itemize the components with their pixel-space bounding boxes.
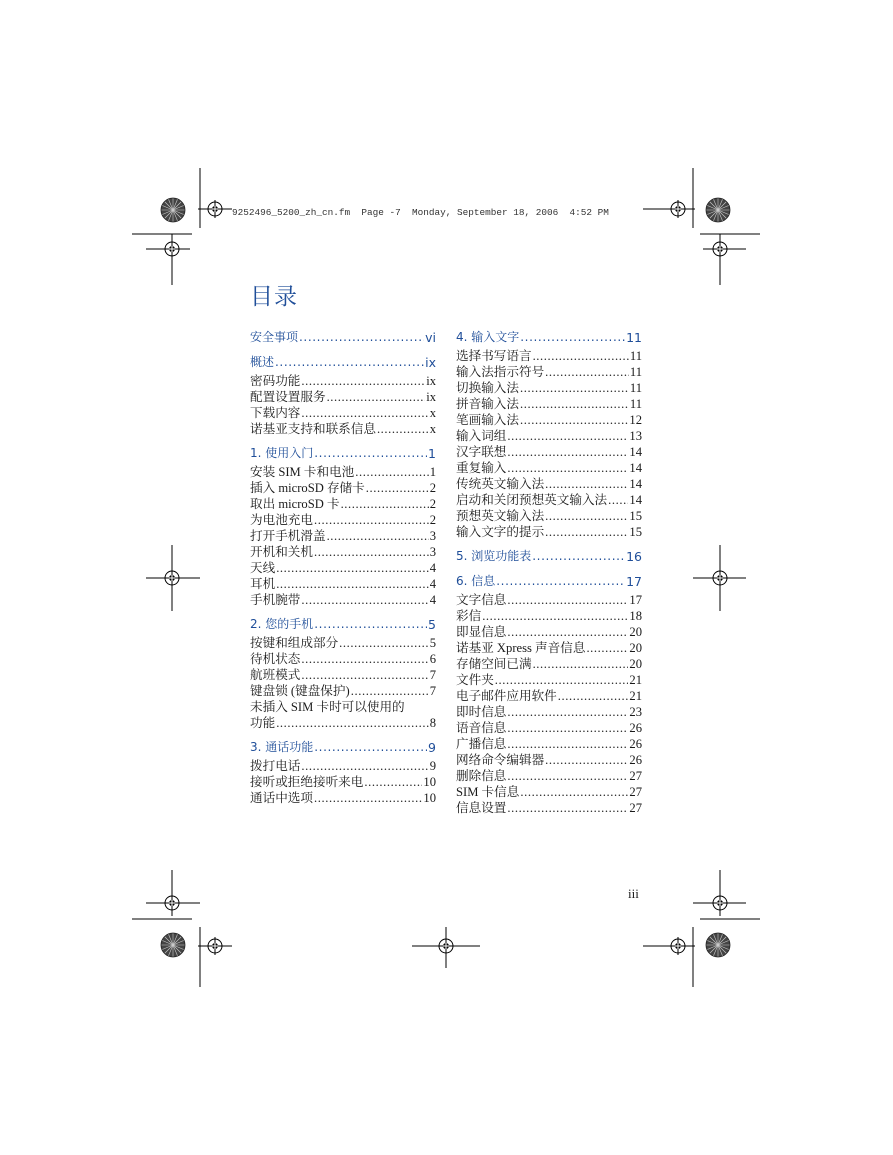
dot-leader: [327, 528, 429, 544]
toc-entry-page: 10: [423, 775, 436, 789]
dot-leader: [482, 608, 628, 624]
toc-heading-title: 3. 通话功能: [250, 740, 314, 754]
toc-entry-title: 启动和关闭预想英文输入法: [456, 493, 608, 507]
toc-entry-page: 3: [429, 545, 436, 559]
toc-entry-page: 8: [429, 716, 436, 730]
toc-entry-page: 2: [429, 497, 436, 511]
toc-entry[interactable]: [250, 651, 436, 667]
toc-entry-title: 打开手机滑盖: [250, 529, 326, 543]
toc-entry[interactable]: [456, 412, 642, 428]
toc-entry-page: 20: [629, 657, 642, 671]
toc-entry[interactable]: [250, 592, 436, 608]
toc-section: [456, 548, 642, 565]
toc-heading-page: 16: [626, 549, 642, 564]
toc-entry-page: 21: [629, 689, 642, 703]
toc-entry[interactable]: [250, 774, 436, 790]
dot-leader: [545, 508, 628, 524]
page-number: iii: [628, 886, 639, 901]
toc-entry[interactable]: [250, 667, 436, 683]
toc-entry[interactable]: [456, 800, 642, 816]
toc-entry[interactable]: [456, 768, 642, 784]
toc-entry[interactable]: [456, 508, 642, 524]
toc-entry-page: 26: [629, 737, 642, 751]
toc-entry[interactable]: [456, 348, 642, 364]
toc-entry[interactable]: [456, 624, 642, 640]
toc-entry-page: 4: [429, 561, 436, 575]
dot-leader: [507, 444, 628, 460]
toc-entry-title: 重复输入: [456, 461, 507, 475]
toc-entry-title: 航班模式: [250, 668, 301, 682]
toc-entry-title: 拼音输入法: [456, 397, 519, 411]
dot-leader: [314, 790, 422, 806]
toc-entry-page: 14: [629, 493, 642, 507]
toc-entry-title: 汉字联想: [456, 445, 507, 459]
toc-entry[interactable]: [456, 492, 642, 508]
toc-entry-title: 开机和关机: [250, 545, 313, 559]
toc-entry[interactable]: [250, 683, 436, 699]
dot-leader: [355, 464, 428, 480]
toc-heading-title: 1. 使用入门: [250, 446, 314, 460]
dot-leader: [275, 354, 424, 371]
toc-entry-page: 26: [629, 753, 642, 767]
toc-entry-title: 功能: [250, 716, 276, 730]
toc-entry[interactable]: [250, 421, 436, 437]
toc-entry[interactable]: [456, 476, 642, 492]
toc-entry[interactable]: [250, 496, 436, 512]
toc-entry[interactable]: [456, 460, 642, 476]
toc-section: [456, 573, 642, 816]
toc-entry-page: 15: [629, 509, 642, 523]
toc-section: [250, 616, 436, 731]
toc-heading-page: 17: [626, 574, 642, 589]
toc-section: [250, 739, 436, 806]
toc-entry-title: 诺基亚支持和联系信息: [250, 422, 376, 436]
toc-entry-page: 14: [629, 477, 642, 491]
dot-leader: [545, 752, 628, 768]
toc-heading-page: 9: [428, 740, 436, 755]
dot-leader: [301, 405, 428, 421]
toc-entry[interactable]: [250, 635, 436, 651]
toc-entry-line1[interactable]: [250, 699, 436, 715]
toc-entry-page: 3: [429, 529, 436, 543]
dot-leader: [520, 412, 628, 428]
toc-entry[interactable]: [456, 736, 642, 752]
dot-leader: [533, 348, 629, 364]
toc-section: [456, 329, 642, 540]
toc-entry-page: 4: [429, 577, 436, 591]
toc-heading-title: 4. 输入文字: [456, 330, 520, 344]
dot-leader: [558, 688, 629, 704]
toc-entry[interactable]: [250, 576, 436, 592]
toc-entry-page: 20: [629, 625, 642, 639]
toc-entry-page: 21: [629, 673, 642, 687]
toc-entry[interactable]: [250, 405, 436, 421]
toc-entry[interactable]: [456, 524, 642, 540]
toc-entry-title: 取出 microSD 卡: [250, 497, 340, 511]
toc-heading-title: 2. 您的手机: [250, 617, 314, 631]
toc-entry-title: 输入法指示符号: [456, 365, 545, 379]
toc-heading-page: 1: [428, 446, 436, 461]
toc-entry-page: 6: [429, 652, 436, 666]
dot-leader: [520, 329, 625, 346]
page-title: 目录: [250, 284, 298, 310]
toc-entry[interactable]: [250, 373, 436, 389]
toc-heading-page: 11: [626, 330, 642, 345]
toc-entry[interactable]: [250, 480, 436, 496]
dot-leader: [507, 800, 628, 816]
toc-entry[interactable]: [250, 758, 436, 774]
toc-heading[interactable]: [250, 445, 436, 462]
toc-entry-title: 文件夹: [456, 673, 494, 687]
toc-entry[interactable]: [250, 560, 436, 576]
toc-entry-page: 2: [429, 513, 436, 527]
toc-heading-page: 5: [428, 617, 436, 632]
dot-leader: [533, 656, 629, 672]
toc-entry-title: 下载内容: [250, 406, 301, 420]
toc-entry[interactable]: [250, 389, 436, 405]
toc-entry-title: 即时信息: [456, 705, 507, 719]
dot-leader: [301, 667, 428, 683]
toc-entry-title: 诺基亚 Xpress 声音信息: [456, 641, 586, 655]
toc-entry-page: 5: [429, 636, 436, 650]
dot-leader: [520, 784, 628, 800]
toc-entry-title: 通话中选项: [250, 791, 313, 805]
dot-leader: [366, 480, 429, 496]
toc-entry-page: 1: [429, 465, 436, 479]
toc-entry-title: 文字信息: [456, 593, 507, 607]
dot-leader: [495, 672, 629, 688]
toc-entry-page: 2: [429, 481, 436, 495]
toc-entry[interactable]: [456, 752, 642, 768]
dot-leader: [520, 396, 629, 412]
toc-entry-page: 12: [629, 413, 642, 427]
toc-entry[interactable]: [456, 640, 642, 656]
toc-heading-title: 6. 信息: [456, 574, 496, 588]
dot-leader: [276, 560, 429, 576]
toc-entry-title: 键盘锁 (键盘保护): [250, 684, 350, 698]
toc-entry-page: 10: [423, 791, 436, 805]
dot-leader: [507, 736, 628, 752]
toc-entry[interactable]: [456, 672, 642, 688]
dot-leader: [507, 460, 628, 476]
dot-leader: [301, 592, 428, 608]
toc-entry[interactable]: [456, 592, 642, 608]
toc-entry-page: 4: [429, 593, 436, 607]
toc-entry[interactable]: [250, 544, 436, 560]
toc-entry-page: x: [429, 422, 436, 436]
toc-entry-page: 20: [629, 641, 642, 655]
toc-entry-page: 11: [629, 397, 642, 411]
toc-entry-page: 17: [629, 593, 642, 607]
dot-leader: [314, 512, 429, 528]
dot-leader: [377, 421, 429, 437]
toc-entry-title: 插入 microSD 存储卡: [250, 481, 365, 495]
toc-section: [250, 445, 436, 608]
toc-entry-title: 网络命令编辑器: [456, 753, 545, 767]
toc-entry-title: 接听或拒绝接听来电: [250, 775, 364, 789]
toc-entry-page: 9: [429, 759, 436, 773]
toc-entry-page: ix: [426, 390, 436, 404]
toc-entry-title: 待机状态: [250, 652, 301, 666]
toc-entry-page: 14: [629, 461, 642, 475]
toc-entry[interactable]: [250, 464, 436, 480]
toc-heading-title: 安全事项: [250, 330, 299, 344]
toc-entry-title: 为电池充电: [250, 513, 313, 527]
toc-entry-page: ix: [426, 374, 436, 388]
toc-entry-title: 语音信息: [456, 721, 507, 735]
toc-entry[interactable]: [456, 608, 642, 624]
toc-entry[interactable]: [456, 364, 642, 380]
dot-leader: [364, 774, 422, 790]
dot-leader: [507, 704, 628, 720]
toc-entry-title: 彩信: [456, 609, 482, 623]
toc-entry-title: 信息设置: [456, 801, 507, 815]
toc-entry-title: 输入词组: [456, 429, 507, 443]
dot-leader: [507, 592, 628, 608]
dot-leader: [507, 428, 628, 444]
toc-entry-title: 按键和组成部分: [250, 636, 339, 650]
dot-leader: [276, 715, 429, 731]
toc-entry[interactable]: [250, 528, 436, 544]
dot-leader: [496, 573, 625, 590]
dot-leader: [507, 624, 628, 640]
dot-leader: [301, 651, 428, 667]
toc-entry-title: 存储空间已满: [456, 657, 532, 671]
toc-entry-title: 安装 SIM 卡和电池: [250, 465, 355, 479]
toc-heading[interactable]: [250, 354, 436, 371]
toc-entry-page: 27: [629, 769, 642, 783]
dot-leader: [301, 758, 428, 774]
toc-entry-title: 密码功能: [250, 374, 301, 388]
toc-entry-title: 传统英文输入法: [456, 477, 545, 491]
toc-entry[interactable]: [456, 444, 642, 460]
dot-leader: [299, 329, 424, 346]
dot-leader: [608, 492, 628, 508]
toc-entry-page: 27: [629, 785, 642, 799]
toc-entry[interactable]: [456, 784, 642, 800]
dot-leader: [301, 373, 425, 389]
toc-entry-page: 15: [629, 525, 642, 539]
toc-heading[interactable]: [456, 329, 642, 346]
toc-entry-page: 11: [629, 349, 642, 363]
toc-entry-title: 即显信息: [456, 625, 507, 639]
toc-entry-page: 7: [429, 684, 436, 698]
toc-left-column: [250, 329, 436, 814]
dot-leader: [532, 548, 625, 565]
toc-entry-page: 26: [629, 721, 642, 735]
file-info-line: 9252496_5200_zh_cn.fm Page -7 Monday, September 18, 2006 4:52 PM: [232, 207, 609, 218]
toc-entry[interactable]: [456, 396, 642, 412]
dot-leader: [314, 544, 429, 560]
toc-heading-title: 5. 浏览功能表: [456, 549, 532, 563]
dot-leader: [339, 635, 429, 651]
toc-entry[interactable]: [250, 715, 436, 731]
dot-leader: [545, 476, 628, 492]
toc-right-column: [456, 329, 642, 824]
toc-entry-title: 选择书写语言: [456, 349, 532, 363]
dot-leader: [507, 768, 628, 784]
toc-entry-title: 电子邮件应用软件: [456, 689, 557, 703]
toc-entry-title: 耳机: [250, 577, 276, 591]
toc-entry[interactable]: [456, 656, 642, 672]
toc-entry-page: 14: [629, 445, 642, 459]
toc-heading[interactable]: [250, 616, 436, 633]
toc-entry-page: 18: [629, 609, 642, 623]
toc-entry-page: x: [429, 406, 436, 420]
toc-entry[interactable]: [250, 512, 436, 528]
toc-section: [250, 329, 436, 346]
toc-heading[interactable]: [250, 739, 436, 756]
toc-entry-title: 预想英文输入法: [456, 509, 545, 523]
toc-heading-page: ix: [425, 355, 436, 370]
dot-leader: [507, 720, 628, 736]
toc-entry-title: 天线: [250, 561, 276, 575]
toc-heading-title: 概述: [250, 355, 275, 369]
toc-entry-page: 23: [629, 705, 642, 719]
toc-entry-page: 27: [629, 801, 642, 815]
toc-entry[interactable]: [250, 790, 436, 806]
dot-leader: [351, 683, 429, 699]
dot-leader: [314, 739, 427, 756]
toc-entry-title: 未插入 SIM 卡时可以使用的: [250, 700, 405, 714]
toc-entry-title: 输入文字的提示: [456, 525, 545, 539]
dot-leader: [341, 496, 429, 512]
dot-leader: [314, 445, 427, 462]
toc-heading[interactable]: [456, 548, 642, 565]
toc-heading[interactable]: [456, 573, 642, 590]
toc-entry-title: 配置设置服务: [250, 390, 326, 404]
toc-entry[interactable]: [456, 704, 642, 720]
dot-leader: [545, 524, 628, 540]
toc-heading[interactable]: [250, 329, 436, 346]
dot-leader: [314, 616, 427, 633]
toc-entry-title: 删除信息: [456, 769, 507, 783]
toc-entry[interactable]: [456, 428, 642, 444]
toc-entry[interactable]: [456, 380, 642, 396]
toc-entry-title: 手机腕带: [250, 593, 301, 607]
dot-leader: [276, 576, 429, 592]
toc-entry-page: 11: [629, 381, 642, 395]
dot-leader: [545, 364, 629, 380]
toc-entry-title: 广播信息: [456, 737, 507, 751]
dot-leader: [586, 640, 628, 656]
toc-entry[interactable]: [456, 688, 642, 704]
toc-section: [250, 354, 436, 437]
dot-leader: [327, 389, 426, 405]
toc-entry-title: SIM 卡信息: [456, 785, 520, 799]
toc-entry-title: 笔画输入法: [456, 413, 519, 427]
toc-entry-title: 切换输入法: [456, 381, 519, 395]
dot-leader: [520, 380, 629, 396]
toc-entry[interactable]: [456, 720, 642, 736]
toc-entry-page: 7: [429, 668, 436, 682]
toc-heading-page: vi: [425, 330, 436, 345]
toc-entry-title: 拨打电话: [250, 759, 301, 773]
toc-entry-page: 13: [629, 429, 642, 443]
toc-entry-page: 11: [629, 365, 642, 379]
